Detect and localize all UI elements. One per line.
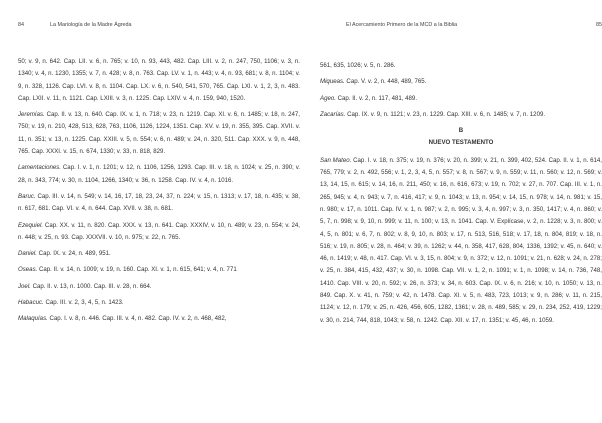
index-entry: [18, 281, 300, 293]
book-name: San Mateo.: [320, 156, 352, 164]
index-entry: [320, 76, 602, 88]
index-entry: [320, 155, 602, 327]
right-running-title: El Acercamiento Primero de la MCD a la Biblia: [346, 22, 458, 28]
citation-text: 50; v. 9, n. 642. Cap. LII. v. 6, n. 765; v. 10, n. 93, 443, 482. Cap. LIII. v. 2, n. 247, 750, 1106; v. 3, n. 1340; v. 4, n. 1230, 1355; v. 7, n. 428; v. 8, n. 763. Cap. LV. v. 1, n. 443; v. 4, n. 93, 681; v. 8, n. 1104; v. 9, n. 328, 1126. Cap. LVI. v. 8, n. 1104. Cap. LX. v. 6, n. 540, 541, 570, 765. Cap. LXI. v. 1, 2, 3, n. 483. Cap. LXII. v. 11, n. 1121. Cap. LXIII. v. 3, n. 1225. Cap. LXIV. v. 4, n. 159, 940, 1520.: [18, 58, 300, 102]
citation-text: Cap. II. v. 13, n. 1000. Cap. III. v. 28, n. 664.: [30, 282, 152, 290]
citation-text: Cap. III. v. 14, n. 549; v. 14, 16, 17, 18, 23, 24, 37, n. 224; v. 15, n. 1313; v. 17, 18, n. 435; v. 38, n. 617, 681. Cap. VI. v. 4, n. 644. Cap. XVII. v. 38, n. 681.: [18, 192, 300, 213]
index-entry: [320, 93, 602, 105]
book-name: Daniel.: [18, 250, 37, 258]
index-entry: [18, 109, 300, 158]
left-page-number: 84: [18, 22, 24, 28]
book-name: Miqueas.: [320, 78, 345, 86]
index-entry: [18, 264, 300, 276]
index-entry: [18, 248, 300, 260]
citation-text: Cap. II. v. 13, n. 640. Cap. IX. v. 1, n. 718; v. 23, n. 1219. Cap. XI. v. 6, n. 1485; v. 18, n. 247, 750; v. 19, n. 210, 428, 513, 628, 763, 1106, 1126, 1224, 1351. Cap. XV. v. 19, n. 355, 395. Cap. XVII. v. 11, n. 351; v. 13, n. 1225. Cap. XXIII. v. 5, n. 554; v. 6, n. 489; v. 24, n. 320, 511. Cap. XXX. v. 9, n. 448, 765. Cap. XXXI. v. 15, n. 674, 1330; v. 33, n. 818, 829.: [18, 111, 300, 156]
left-running-title: La Mariología de la Madre Ágreda: [50, 22, 132, 28]
index-entry: [18, 297, 300, 309]
index-entry: [18, 313, 300, 325]
citation-text: Cap. I. v. 18, n. 375; v. 19, n. 376; v. 20, n. 399; v. 21, n. 399, 402, 524. Cap. II. v. 1, n. 614, 765, 779; v. 2, n. 492, 556; v. 1, 2, 3, 4, 5, n. 557; v. 8, n. 567; v. 9, n. 559; v. 11, n. 560; v. 12, n. 569; v. 13, 14, 15, n. 615; v. 14, 16, n. 211, 450; v. 16, n. 616, 673; v. 19, n. 702; v. 27, n. 707. Cap. III. v. 1, n. 265, 945; v. 4, n. 943; v. 7, n. 416, 417; v. 9, n. 1043; v. 13, n. 954; v. 14, 15, n. 978; v. 14, n. 981; v. 15, n. 980; v. 17, n. 1011. Cap. IV. v. 1, n. 987; v. 2, n. 995; v. 3, 4, n. 997; v. 3, n. 350, 1417; v. 4, n. 860; v. 5, 7, n. 998; v. 9, 10, n. 999; v. 11, n. 100; v. 13, n. 1041. Cap. V. Explícase, v. 2, n. 1228; v. 3, n. 800; v. 4, 5, n. 801; v. 6, 7, n. 802; v. 8, 9, 10, n. 803; v. 17, n. 513, 516, 518; v. 17, 18, n. 804, 819; v. 18, n. 516; v. 19, n. 805; v. 28, n. 464; v. 39, n. 1262; v. 44, n. 358, 417, 628, 804, 1336, 1392; v. 45, n. 640; v. 46, n. 1419; v. 48, n. 417. Cap. VI. v. 3, 15, n. 804; v. 9, n. 372; v. 12, n. 1091; v. 21, n. 628; v. 24, n. 278; v. 25, n. 384, 415, 432, 437; v. 30, n. 1098. Cap. VII. v. 1, 2, n. 1091; v. 1, n. 1098; v. 14, n. 736, 748, 1410. Cap. VIII. v. 20, n. 592; v. 26, n. 373; v. 34, n. 603. Cap. IX. v. 6, n. 216; v. 10, n. 1050; v. 13, n. 849. Cap. X. v. 41, n. 759; v. 42, n. 1478. Cap. XI. v. 5, n. 483, 723, 1013; v. 9, n. 286; v. 11, n. 215, 1124; v. 12, n. 179; v. 25, n. 426, 456, 605, 1282, 1361; v. 28, n. 489, 585; v. 29, n. 234, 252, 419, 1229; v. 30, n. 214, 744, 818, 1043; v. 58, n. 1242. Cap. XII. v. 17, n. 1351; v. 45, 46, n. 1059.: [320, 156, 602, 324]
index-entry: [320, 109, 602, 121]
left-page: [18, 0, 300, 423]
citation-text: Cap. II. v. 14, n. 1009; v. 19, n. 160. Cap. XI. v. 1, n. 615, 641; v. 4, n. 771: [37, 266, 237, 274]
index-entry: [18, 220, 300, 245]
citation-text: Cap. I. v. 1, n. 1201; v. 12, n. 1106, 1256, 1293. Cap. III. v. 18, n. 1024; v. 25, n. 390; v. 28, n. 343, 774; v. 30, n. 1104, 1266, 1340; v. 36, n. 1258. Cap. IV. v. 4, n. 1016.: [18, 164, 300, 184]
citation-text: 561, 635, 1026; v. 5, n. 286.: [320, 62, 396, 69]
citation-text: Cap. IX. v. 9, n. 1121; v. 23, n. 1229. Cap. XIII. v. 6, n. 1485; v. 7, n. 1209.: [345, 110, 546, 118]
book-name: Malaquías.: [18, 315, 48, 323]
right-page-number: 85: [596, 22, 602, 28]
left-page-header: [18, 22, 300, 32]
left-page-body: [18, 56, 300, 330]
book-name: Jeremías.: [18, 111, 45, 119]
book-name: Zacarías.: [320, 110, 346, 118]
index-entry: [18, 162, 300, 187]
book-name: Ezequiel.: [18, 221, 44, 229]
right-page-header: [320, 22, 602, 32]
book-name: Lamentaciones.: [18, 164, 62, 172]
section-title: NUEVO TESTAMENTO: [428, 139, 494, 147]
book-name: Habacuc.: [18, 299, 44, 307]
right-page: [320, 0, 602, 423]
index-entry: [18, 56, 300, 105]
book-name: Ageo.: [320, 94, 336, 102]
citation-text: Cap. V. v. 2, n. 448, 489, 765.: [344, 78, 427, 86]
citation-text: Cap. XX. v. 11, n. 820. Cap. XXX. v. 13, n. 641. Cap. XXXIV. v. 10, n. 489; v. 23, n. 554; v. 24, n. 448; v. 25, n. 93. Cap. XXXVII. v. 10, n. 975; v. 22, n. 765.: [18, 221, 300, 241]
book-name: Baruc.: [18, 192, 36, 200]
book-name: Oseas.: [18, 266, 38, 274]
section-letter: B: [458, 127, 464, 135]
citation-text: Cap. II. v. 2, n. 117, 481, 489.: [335, 94, 418, 102]
index-entry: [18, 191, 300, 216]
citation-text: Cap. IX. v. 24, n. 489, 951.: [36, 250, 111, 258]
right-page-body: [320, 60, 602, 331]
citation-text: Cap. III. v. 2, 3, 4, 5, n. 1423.: [43, 299, 124, 307]
book-name: Joel.: [18, 282, 31, 290]
citation-text: Cap. I. v. 8, n. 446. Cap. III. v. 4, n. 482. Cap. IV. v. 2, n. 468, 482,: [47, 315, 227, 323]
index-entry: [320, 60, 602, 72]
